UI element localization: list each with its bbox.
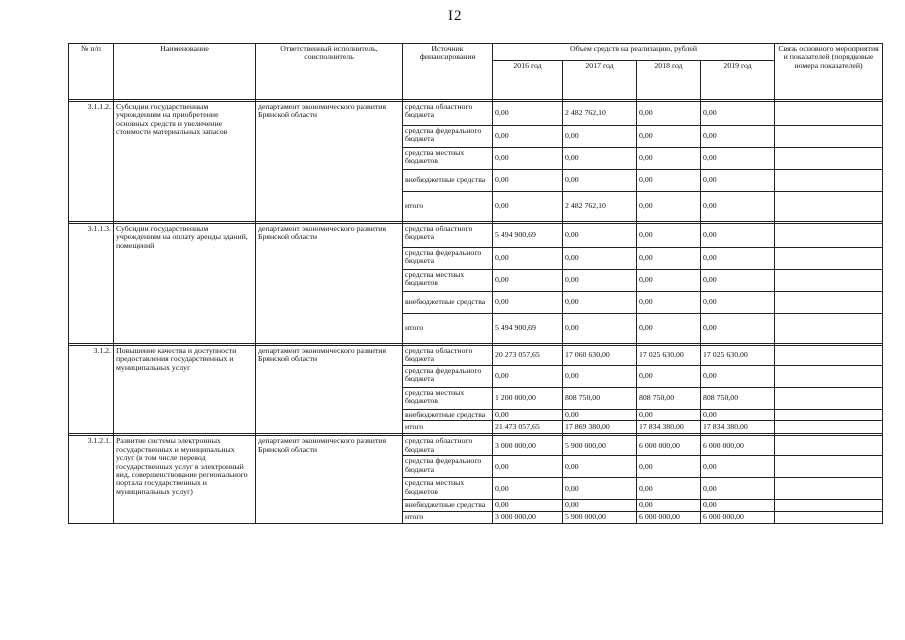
amount-cell: 17 025 630,00: [637, 346, 701, 366]
item-number: 3.1.2.: [69, 346, 114, 434]
amount-cell: 0,00: [637, 456, 701, 478]
amount-cell: 808 750,00: [637, 388, 701, 410]
amount-cell: 0,00: [493, 248, 563, 270]
amount-cell: 17 025 630,00: [701, 346, 775, 366]
source-label: средства местных бюджетов: [403, 148, 493, 170]
item-number: 3.1.1.3.: [69, 224, 114, 344]
amount-cell: 0,00: [701, 456, 775, 478]
source-label: средства областного бюджета: [403, 346, 493, 366]
source-label: внебюджетные средства: [403, 292, 493, 314]
amount-cell: 0,00: [637, 170, 701, 192]
amount-cell: 0,00: [701, 366, 775, 388]
link-cell: [775, 388, 883, 410]
amount-cell: 5 900 000,00: [563, 511, 637, 523]
financing-table: [68, 43, 883, 524]
item-name: Субсидии государственным учреждениям на приобретение основных средств и увеличение стоимости материальных запасов: [114, 102, 256, 222]
amount-cell: 0,00: [493, 410, 563, 421]
item-executor: департамент экономического развития Брянской области: [256, 346, 403, 434]
amount-cell: 0,00: [493, 500, 563, 511]
amount-cell: 0,00: [637, 224, 701, 248]
amount-cell: 0,00: [563, 456, 637, 478]
item-name: Развитие системы электронных государственных и муниципальных услуг (в том числе перевод государственных услуг в электронный вид, совершенствование регионального портала государственных и муниципальных услуг): [114, 436, 256, 523]
amount-cell: 0,00: [637, 248, 701, 270]
amount-cell: 3 000 000,00: [493, 511, 563, 523]
link-cell: [775, 456, 883, 478]
amount-cell: 0,00: [637, 292, 701, 314]
header-year: 2018 год: [637, 61, 701, 100]
amount-cell: 0,00: [563, 314, 637, 344]
source-label: внебюджетные средства: [403, 500, 493, 511]
amount-cell: 0,00: [637, 478, 701, 500]
header-year: 2016 год: [493, 61, 563, 100]
source-label: средства областного бюджета: [403, 102, 493, 126]
table-row: [69, 102, 883, 126]
amount-cell: 0,00: [493, 456, 563, 478]
link-cell: [775, 511, 883, 523]
link-cell: [775, 366, 883, 388]
source-label: средства федерального бюджета: [403, 126, 493, 148]
amount-cell: 0,00: [637, 192, 701, 222]
amount-cell: 0,00: [493, 478, 563, 500]
amount-cell: 6 000 000,00: [701, 436, 775, 456]
amount-cell: 0,00: [637, 126, 701, 148]
amount-cell: 21 473 057,65: [493, 421, 563, 434]
amount-cell: 17 869 380,00: [563, 421, 637, 434]
item-name: Субсидии государственным учреждениям на оплату аренды зданий, помещений: [114, 224, 256, 344]
link-cell: [775, 126, 883, 148]
table-body: [69, 100, 883, 524]
total-label: итого: [403, 192, 493, 222]
amount-cell: 0,00: [637, 270, 701, 292]
link-cell: [775, 170, 883, 192]
amount-cell: 808 750,00: [563, 388, 637, 410]
amount-cell: 0,00: [563, 500, 637, 511]
link-cell: [775, 270, 883, 292]
header-year: 2019 год: [701, 61, 775, 100]
amount-cell: 0,00: [493, 170, 563, 192]
source-label: внебюджетные средства: [403, 170, 493, 192]
link-cell: [775, 346, 883, 366]
source-label: средства местных бюджетов: [403, 388, 493, 410]
amount-cell: 0,00: [563, 410, 637, 421]
link-cell: [775, 410, 883, 421]
source-label: средства федерального бюджета: [403, 456, 493, 478]
amount-cell: 0,00: [701, 102, 775, 126]
link-cell: [775, 500, 883, 511]
amount-cell: 2 482 762,10: [563, 102, 637, 126]
table-row: [69, 346, 883, 366]
amount-cell: 0,00: [493, 126, 563, 148]
amount-cell: 6 000 000,00: [637, 511, 701, 523]
amount-cell: 0,00: [637, 148, 701, 170]
amount-cell: 0,00: [563, 366, 637, 388]
link-cell: [775, 148, 883, 170]
source-label: внебюджетные средства: [403, 410, 493, 421]
header-source: Источник финансирования: [403, 44, 493, 100]
amount-cell: 0,00: [563, 270, 637, 292]
total-label: итого: [403, 511, 493, 523]
item-number: 3.1.2.1.: [69, 436, 114, 523]
amount-cell: 0,00: [637, 366, 701, 388]
amount-cell: 0,00: [493, 192, 563, 222]
amount-cell: 3 000 000,00: [493, 436, 563, 456]
amount-cell: 0,00: [563, 170, 637, 192]
link-cell: [775, 248, 883, 270]
amount-cell: 0,00: [701, 410, 775, 421]
amount-cell: 17 834 380,00: [701, 421, 775, 434]
header-executor: Ответственный исполнитель, соисполнитель: [256, 44, 403, 100]
item-number: 3.1.1.2.: [69, 102, 114, 222]
amount-cell: 0,00: [701, 192, 775, 222]
link-cell: [775, 292, 883, 314]
page-number: I2: [448, 8, 463, 24]
amount-cell: 0,00: [701, 478, 775, 500]
source-label: средства областного бюджета: [403, 224, 493, 248]
link-cell: [775, 436, 883, 456]
amount-cell: 0,00: [493, 292, 563, 314]
amount-cell: 808 750,00: [701, 388, 775, 410]
link-cell: [775, 102, 883, 126]
amount-cell: 0,00: [493, 366, 563, 388]
link-cell: [775, 192, 883, 222]
link-cell: [775, 224, 883, 248]
item-executor: департамент экономического развития Брянской области: [256, 102, 403, 222]
source-label: средства федерального бюджета: [403, 248, 493, 270]
amount-cell: 1 200 000,00: [493, 388, 563, 410]
amount-cell: 0,00: [563, 478, 637, 500]
amount-cell: 0,00: [563, 292, 637, 314]
source-label: средства федерального бюджета: [403, 366, 493, 388]
item-executor: департамент экономического развития Брянской области: [256, 224, 403, 344]
header-num: № п/п: [69, 44, 114, 100]
item-name: Повышение качества и доступности предоставления государственных и муниципальных услуг: [114, 346, 256, 434]
link-cell: [775, 421, 883, 434]
amount-cell: 0,00: [563, 224, 637, 248]
amount-cell: 0,00: [701, 148, 775, 170]
link-cell: [775, 314, 883, 344]
amount-cell: 0,00: [637, 500, 701, 511]
amount-cell: 0,00: [493, 102, 563, 126]
amount-cell: 20 273 057,65: [493, 346, 563, 366]
amount-cell: 0,00: [701, 270, 775, 292]
table-row: [69, 436, 883, 456]
amount-cell: 0,00: [637, 410, 701, 421]
amount-cell: 6 000 000,00: [701, 511, 775, 523]
header-link: Связь основного мероприятия и показателей (порядковые номера показателей): [775, 44, 883, 100]
amount-cell: 0,00: [563, 126, 637, 148]
header-name: Наименование: [114, 44, 256, 100]
source-label: средства местных бюджетов: [403, 478, 493, 500]
total-label: итого: [403, 314, 493, 344]
amount-cell: 0,00: [637, 102, 701, 126]
source-label: средства областного бюджета: [403, 436, 493, 456]
amount-cell: 0,00: [701, 248, 775, 270]
link-cell: [775, 478, 883, 500]
amount-cell: 0,00: [701, 314, 775, 344]
item-executor: департамент экономического развития Брянской области: [256, 436, 403, 523]
header-row-top: [69, 44, 883, 61]
total-label: итого: [403, 421, 493, 434]
amount-cell: 5 494 900,69: [493, 224, 563, 248]
amount-cell: 0,00: [701, 500, 775, 511]
table-row: [69, 224, 883, 248]
amount-cell: 2 482 762,10: [563, 192, 637, 222]
amount-cell: 17 060 630,00: [563, 346, 637, 366]
amount-cell: 0,00: [701, 292, 775, 314]
amount-cell: 0,00: [701, 224, 775, 248]
amount-cell: 0,00: [563, 148, 637, 170]
header-volume: Объем средств на реализацию, рублей: [493, 44, 775, 61]
amount-cell: 17 834 380,00: [637, 421, 701, 434]
source-label: средства местных бюджетов: [403, 270, 493, 292]
amount-cell: 0,00: [701, 170, 775, 192]
amount-cell: 5 494 900,69: [493, 314, 563, 344]
header-year: 2017 год: [563, 61, 637, 100]
amount-cell: 0,00: [493, 270, 563, 292]
amount-cell: 6 000 000,00: [637, 436, 701, 456]
amount-cell: 0,00: [637, 314, 701, 344]
amount-cell: 5 900 000,00: [563, 436, 637, 456]
amount-cell: 0,00: [493, 148, 563, 170]
amount-cell: 0,00: [563, 248, 637, 270]
amount-cell: 0,00: [701, 126, 775, 148]
